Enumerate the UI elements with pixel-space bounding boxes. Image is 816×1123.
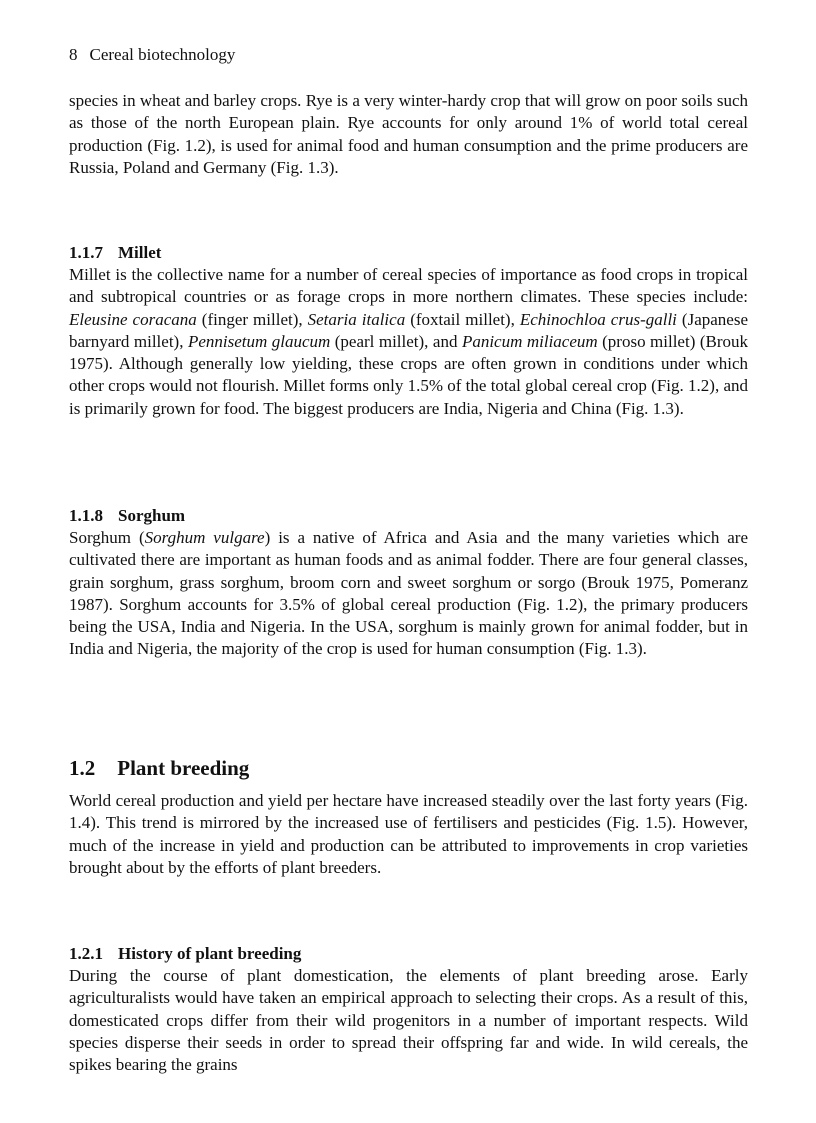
sorghum-text-1: Sorghum (: [69, 528, 145, 547]
plant-breeding-heading: [69, 754, 748, 782]
species-sorghum-vulgare: Sorghum vulgare: [144, 528, 265, 547]
plant-breeding-heading-title: Plant breeding: [117, 756, 250, 780]
millet-heading: [69, 242, 748, 264]
intro-block: [69, 90, 748, 179]
species-panicum: Panicum miliaceum: [461, 331, 598, 351]
millet-text-5: (pearl millet), and: [330, 331, 462, 351]
millet-heading-number: 1.1.7: [69, 243, 103, 262]
millet-text-6: (proso millet) (Brouk 1975). Although generally low yielding, these crops are often grown in conditions under which other crops would not flourish. Millet forms only 1.5% of the total global cereal crop (Fig. 1.2), and is primarily grown for food. The biggest producers are India, Nigeria and China (Fig. 1.3).: [69, 331, 748, 418]
sorghum-heading-title: Sorghum: [118, 506, 186, 525]
running-head-title: Cereal biotechnology: [89, 45, 236, 64]
sorghum-heading: [69, 505, 748, 527]
species-setaria: Setaria italica: [307, 309, 406, 329]
plant-breeding-paragraph: World cereal production and yield per hectare have increased steadily over the last forty years (Fig. 1.4). This trend is mirrored by the increased use of fertilisers and pesticides (Fig. 1.5). However, much of the increase in yield and production can be attributed to improvements in crop varieties brought about by the efforts of plant breeders.: [69, 791, 748, 877]
history-paragraph: During the course of plant domestication, the elements of plant breeding arose. Early agriculturalists would have taken an empirical approach to selecting their crops. As a result of this, domesticated crops differ from their wild progenitors in a number of important respects. Wild species disperse their seeds in order to spread their offspring far and wide. In wild cereals, the spikes bearing the grains: [69, 966, 748, 1075]
section-sorghum: [69, 505, 748, 661]
millet-text-1: Millet is the collective name for a number of cereal species of importance as food crops in tropical and subtropical countries or as forage crops in more northern climates. These species include:: [69, 265, 748, 307]
page-number: 8: [69, 45, 78, 64]
section-millet: [69, 242, 748, 420]
history-heading: [69, 943, 748, 965]
intro-paragraph: species in wheat and barley crops. Rye is a very winter-hardy crop that will grow on poor soils such as those of the north European plain. Rye accounts for only around 1% of world total cereal production (Fig. 1.2), is used for animal food and human consumption and the prime producers are Russia, Poland and Germany (Fig. 1.3).: [69, 91, 748, 177]
millet-text-4: (Japanese barnyard millet),: [69, 309, 748, 351]
species-echinochloa: Echinochloa crus-galli: [519, 309, 677, 329]
millet-text-2: (finger millet),: [196, 309, 308, 329]
sorghum-heading-number: 1.1.8: [69, 506, 103, 525]
section-history: [69, 943, 748, 1076]
sorghum-paragraph: [69, 527, 748, 661]
species-eleusine: Eleusine coracana: [69, 309, 197, 329]
millet-heading-title: Millet: [118, 243, 162, 262]
running-head: [69, 44, 235, 66]
plant-breeding-heading-number: 1.2: [69, 756, 96, 780]
species-pennisetum: Pennisetum glaucum: [187, 331, 331, 351]
sorghum-text-2: ) is a native of Africa and Asia and the many varieties which are cultivated there are important as human foods and as animal fodder. There are four general classes, grain sorghum, grass sorghum, broom corn and sweet sorghum or sorgo (Brouk 1975, Pomeranz 1987). Sorghum accounts for 3.5% of global cereal production (Fig. 1.2), the primary producers being the USA, India and Nigeria. In the USA, sorghum is mainly grown for animal fodder, but in India and Nigeria, the majority of the crop is used for human consumption (Fig. 1.3).: [69, 528, 749, 659]
plant-breeding-body: [69, 790, 748, 879]
millet-paragraph: [69, 264, 748, 420]
history-heading-title: History of plant breeding: [118, 944, 302, 963]
section-plant-breeding: [69, 754, 748, 782]
millet-text-3: (foxtail millet),: [405, 309, 520, 329]
history-heading-number: 1.2.1: [69, 944, 103, 963]
